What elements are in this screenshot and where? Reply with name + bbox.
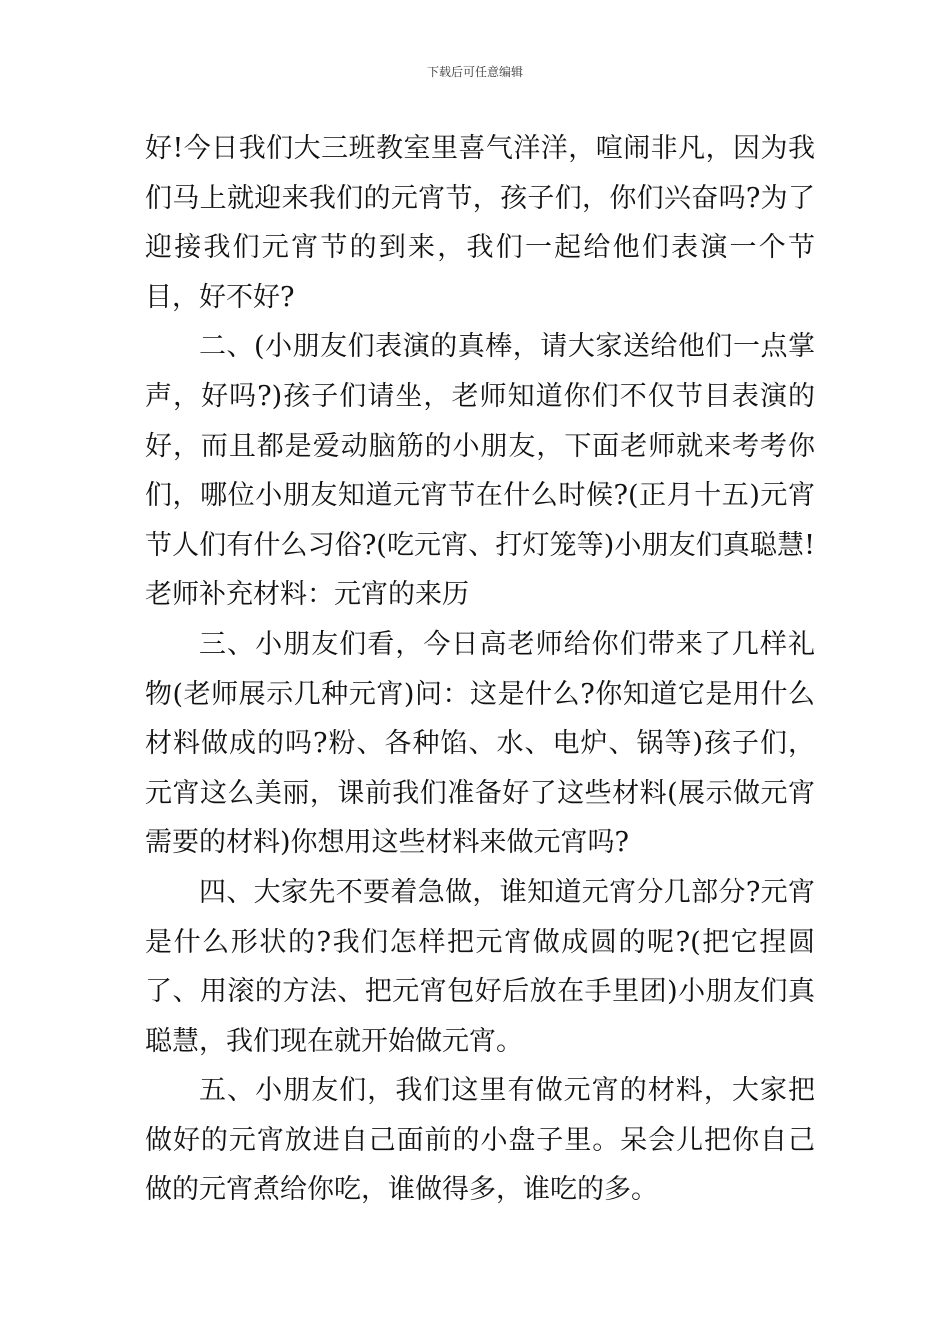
page-header-note: 下载后可任意编辑 [426,65,523,79]
paragraph-step-5: 五、小朋友们，我们这里有做元宵的材料，大家把做好的元宵放进自己面前的小盘子里。呆会儿把你自己做的元宵煮给你吃，谁做得多，谁吃的多。 [145,1075,815,1206]
paragraph-step-2: 二、(小朋友们表演的真棒，请大家送给他们一点掌声，好吗?)孩子们请坐，老师知道你们不仅节目表演的好，而且都是爱动脑筋的小朋友，下面老师就来考考你们，哪位小朋友知道元宵节在什么时候?(正月十五)元宵节人们有什么习俗?(吃元宵、打灯笼等)小朋友们真聪慧!老师补充材料：元宵的来历 [145,331,815,611]
paragraph-step-4: 四、大家先不要着急做，谁知道元宵分几部分?元宵是什么形状的?我们怎样把元宵做成圆的呢?(把它捏圆了、用滚的方法、把元宵包好后放在手里团)小朋友们真聪慧，我们现在就开始做元宵。 [145,876,815,1057]
paragraph-step-3: 三、小朋友们看，今日高老师给你们带来了几样礼物(老师展示几种元宵)问：这是什么?你知道它是用什么材料做成的吗?粉、各种馅、水、电炉、锅等)孩子们，元宵这么美丽，课前我们准备好了这些材料(展示做元宵需要的材料)你想用这些材料来做元宵吗? [145,628,815,859]
document-body [145,124,815,1215]
paragraph-continuation: 好!今日我们大三班教室里喜气洋洋，喧闹非凡，因为我们马上就迎来我们的元宵节，孩子们，你们兴奋吗?为了迎接我们元宵节的到来，我们一起给他们表演一个节目，好不好? [145,133,815,313]
